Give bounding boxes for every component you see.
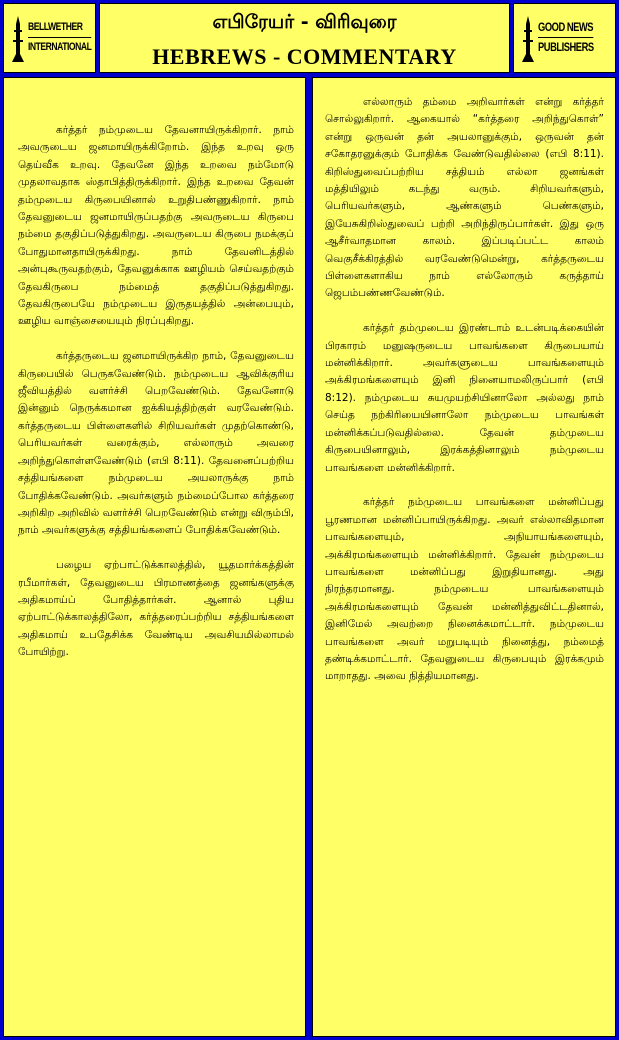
- left-text-column: [3, 77, 306, 1037]
- tower-icon: [10, 16, 26, 62]
- page-title-english: HEBREWS - COMMENTARY: [152, 44, 457, 69]
- paragraph: எல்லாரும் தம்மை அறிவார்கள் என்று கர்த்தர் சொல்லுகிறார். ஆகையால் “கர்த்தரை அறிந்துகொள்” என்று ஒருவன் தன் அயலானுக்கும், ஒருவன் தன் சகோதரனுக்கும் போதிக்க வேண்டுவதில்லை (எபி 8:11). கிறிஸ்துவைப்பற்றிய சத்தியம் எல்லா ஜனங்கள் மத்தியிலும் கடந்து வரும். சிறியவர்களும், பெரியவர்களும், ஆண்களும் பெண்களும், இயேசுகிறிஸ்துவைப் பற்றி அறிந்திருப்பார்கள். இது ஒரு ஆசீர்வாதமான காலம். இப்படிப்பட்ட காலம் வெகுசீக்கிரத்தில் வரவேண்டுமென்று, கர்த்தருடைய பிள்ளைகளாகிய நாம் எல்லோரும் கருத்தாய் ஜெபம்பண்ணவேண்டும்.: [325, 96, 604, 300]
- paragraph: கர்த்தர் நம்முடைய தேவனாயிருக்கிறார். நாம் அவருடைய ஜனமாயிருக்கிறோம். இந்த உறவு ஒரு தெய்வீக உறவு. தேவனே இந்த உறவை நம்மோடு முதலாவதாக ஸ்தாபித்திருக்கிறார். இந்த உறவை தேவன் தம்முடைய கிருபையினால் உறுதிபண்ணுகிறார். நாம் தேவனுடைய ஜனமாயிருப்பதற்கு அவருடைய கிருபை நம்மை தகுதிப்படுத்துகிறது. அவருடைய கிருபை நமக்குப் போதுமானதாயிருக்கிறது. நாம் தேவனிடத்தில் அன்புகூருவதற்கும், தேவனுக்காக ஊழியம் செய்வதற்கும் தேவகிருபை நம்மைத் தகுதிப்படுத்துகிறது. தேவகிருபையே நம்முடைய இருதயத்தில் அன்பையும், ஊழிய வாஞ்சையையும் நிரப்புகிறது.: [18, 124, 294, 328]
- right-text-column: [312, 77, 616, 1037]
- title-banner: [99, 3, 510, 73]
- paragraph: கர்த்தர் தம்முடைய இரண்டாம் உடன்படிக்கையின் பிரகாரம் மனுஷருடைய பாவங்களை கிருபையாய் மன்னிக்கிறார். அவர்களுடைய பாவங்களையும் அக்கிரமங்களையும் இனி நினையாமலிருப்பார் (எபி 8:12). நம்முடைய சுயமுயற்சியினாலோ அல்லது நாம் செய்த நற்கிரியையினாலோ நம்முடைய பாவங்கள் மன்னிக்கப்படுவதில்லை. தேவன் தம்முடைய கிருபையினாலும், இரக்கத்தினாலும் நம்முடைய பாவங்களை மன்னிக்கிறார்.: [325, 322, 604, 474]
- logo-text-line: GOOD NEWS: [538, 18, 594, 38]
- bellwether-logo-box: [3, 3, 96, 73]
- bellwether-logo: [10, 14, 91, 64]
- good-news-logo: [520, 14, 611, 64]
- paragraph: கர்த்தருடைய ஜனமாயிருக்கிற நாம், தேவனுடைய கிருபையில் பெருகவேண்டும். நம்முடைய ஆவிக்குரிய ஜீவியத்தில் வளர்ச்சி பெறவேண்டும். தேவனோடு இன்னும் நெருக்கமான ஐக்கியத்திற்குள் வரவேண்டும். கர்த்தருடைய பிள்ளைகளில் சிறியவர்கள் முதற்கொண்டு, பெரியவர்கள் வரைக்கும், எல்லாரும் அவரை அறிந்துகொள்ளவேண்டும் (எபி 8:11). தேவனைப்பற்றிய சத்தியங்களை நம்முடைய அயலாருக்கு நாம் போதிக்கவேண்டும். அவர்களும் நம்மைப்போல கர்த்தரை அறிகிற அறிவில் வளர்ச்சி பெறவேண்டும் என்று விரும்பி, நாம் அவர்களுக்கு சத்தியங்களைப் போதிக்கவேண்டும்.: [18, 350, 294, 537]
- good-news-logo-box: [513, 3, 616, 73]
- logo-text-line: PUBLISHERS: [538, 40, 594, 54]
- paragraph: கர்த்தர் நம்முடைய பாவங்களை மன்னிப்பது பூரணமான மன்னிப்பாயிருக்கிறது. அவர் எல்லாவிதமான பாவங்களையும், அநியாயங்களையும், அக்கிரமங்களையும் மன்னிக்கிறார். தேவன் நம்முடைய பாவங்களை மன்னிப்பது இறுதியானது. அது நிரந்தரமானது. நம்முடைய பாவங்களையும் அக்கிரமங்களையும் தேவன் மன்னித்துவிட்டதினால், இனிமேல் அவற்றை நினைக்கமாட்டார். நம்முடைய பாவங்களை அவர் மறுபடியும் நினைத்து, நம்மைத் தண்டிக்கமாட்டார். தேவனுடைய கிருபையும் இரக்கமும் மாறாதது. அவை நித்தியமானது.: [325, 496, 604, 683]
- logo-text-line: INTERNATIONAL: [28, 41, 92, 53]
- paragraph: பழைய ஏற்பாட்டுக்காலத்தில், யூதமார்க்கத்தின் ரபீமார்கள், தேவனுடைய பிரமாணத்தை ஜனங்களுக்கு அதிகமாய்ப் போதித்தார்கள். ஆனால் புதிய ஏற்பாட்டுக்காலத்திலோ, கர்த்தரைப்பற்றிய சத்தியங்களை அதிகமாய் உபதேசிக்க வேண்டிய அவசியமில்லாமல் போயிற்று.: [18, 559, 294, 659]
- tower-icon: [520, 16, 536, 62]
- logo-text-line: BELLWETHER: [28, 18, 91, 38]
- page-title-tamil: எபிரேயர் - விரிவுரை: [212, 11, 397, 33]
